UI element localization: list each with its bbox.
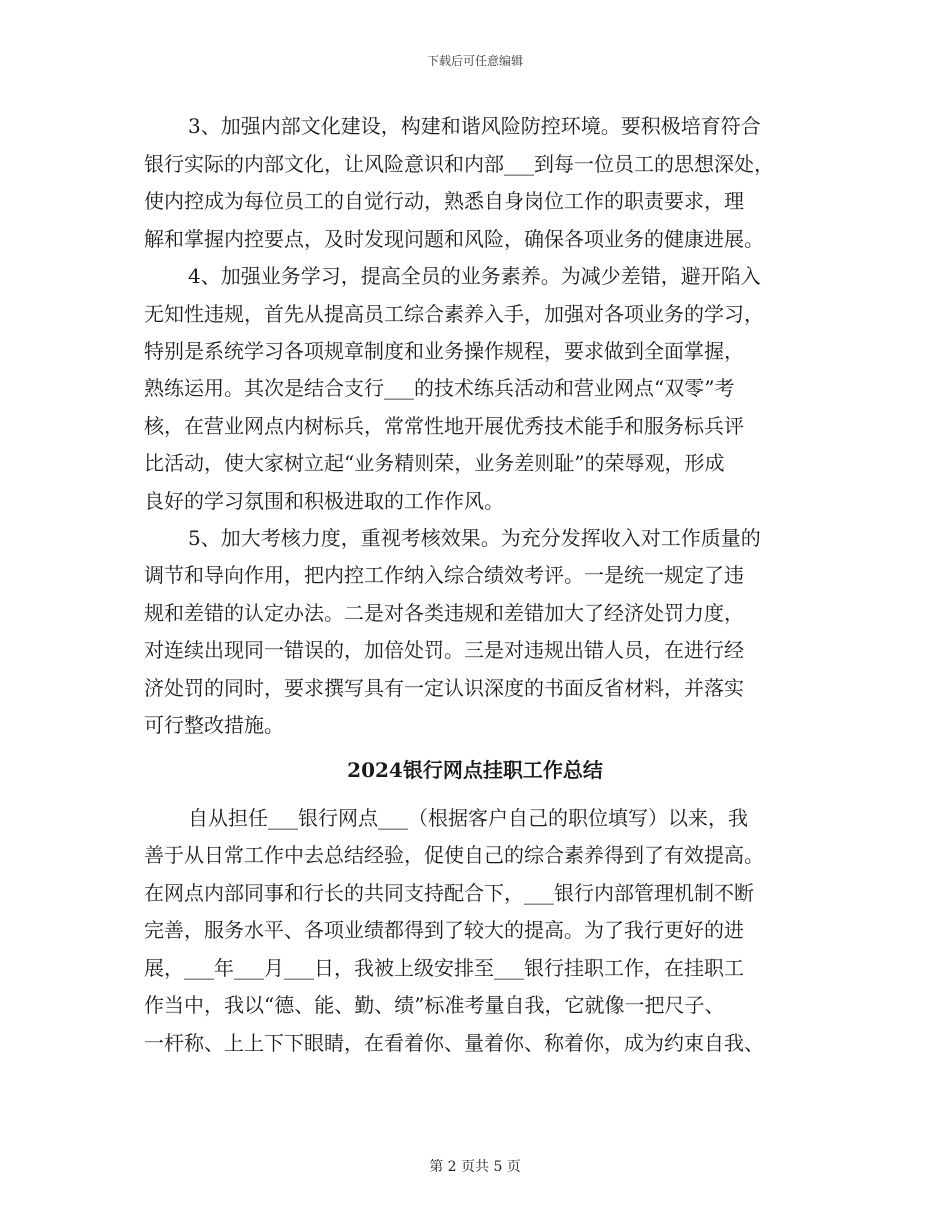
- page-footer: 第 2 页共 5 页: [429, 1159, 521, 1175]
- paragraph-line: 银行实际的内部文化，让风险意识和内部___到每一位员工的思想深处，: [144, 152, 774, 176]
- paragraph-line: 使内控成为每位员工的自觉行动，熟悉自身岗位工作的职责要求，理: [144, 189, 744, 213]
- paragraph-line: 完善，服务水平、各项业绩都得到了较大的提高。为了我行更好的进: [144, 918, 744, 942]
- paragraph-line: 核，在营业网点内树标兵，常常性地开展优秀技术能手和服务标兵评: [144, 414, 744, 438]
- paragraph-line: 规和差错的认定办法。二是对各类违规和差错加大了经济处罚力度，: [144, 601, 744, 625]
- paragraph-line: 在网点内部同事和行长的共同支持配合下，___银行内部管理机制不断: [144, 881, 754, 905]
- paragraph-line: 展，___年___月___日，我被上级安排至___银行挂职工作，在挂职工: [144, 956, 744, 980]
- paragraph-line: 作当中，我以“德、能、勤、绩”标准考量自我，它就像一把尺子、: [144, 993, 725, 1017]
- paragraph-line: 可行整改措施。: [144, 713, 284, 737]
- paragraph-line: 3、加强内部文化建设，构建和谐风险防控环境。要积极培育符合: [188, 114, 761, 138]
- paragraph-line: 善于从日常工作中去总结经验，促使自己的综合素养得到了有效提高。: [144, 843, 764, 867]
- paragraph-line: 一杆称、上上下下眼睛，在看着你、量着你、称着你，成为约束自我、: [144, 1031, 764, 1055]
- paragraph-line: 自从担任___银行网点___（根据客户自己的职位填写）以来，我: [188, 806, 748, 830]
- paragraph-line: 调节和导向作用，把内控工作纳入综合绩效考评。一是统一规定了违: [144, 563, 744, 587]
- paragraph-line: 5、加大考核力度，重视考核效果。为充分发挥收入对工作质量的: [188, 526, 761, 550]
- paragraph-line: 对连续出现同一错误的，加倍处罚。三是对违规出错人员，在进行经: [144, 638, 744, 662]
- paragraph-line: 无知性违规，首先从提高员工综合素养入手，加强对各项业务的学习，: [144, 302, 764, 326]
- page-header: 下载后可任意编辑: [426, 54, 523, 68]
- paragraph-line: 特别是系统学习各项规章制度和业务操作规程，要求做到全面掌握，: [144, 339, 744, 363]
- paragraph-line: 济处罚的同时，要求撰写具有一定认识深度的书面反省材料，并落实: [144, 676, 744, 700]
- paragraph-line: 熟练运用。其次是结合支行___的技术练兵活动和营业网点“双零”考: [144, 376, 735, 400]
- section-title: 2024银行网点挂职工作总结: [347, 758, 603, 782]
- paragraph-line: 比活动，使大家树立起“业务精则荣，业务差则耻”的荣辱观，形成: [144, 451, 725, 475]
- paragraph-line: 良好的学习氛围和积极进取的工作作风。: [144, 489, 504, 513]
- paragraph-line: 解和掌握内控要点，及时发现问题和风险，确保各项业务的健康进展。: [144, 227, 764, 251]
- paragraph-line: 4、加强业务学习，提高全员的业务素养。为减少差错，避开陷入: [188, 264, 761, 288]
